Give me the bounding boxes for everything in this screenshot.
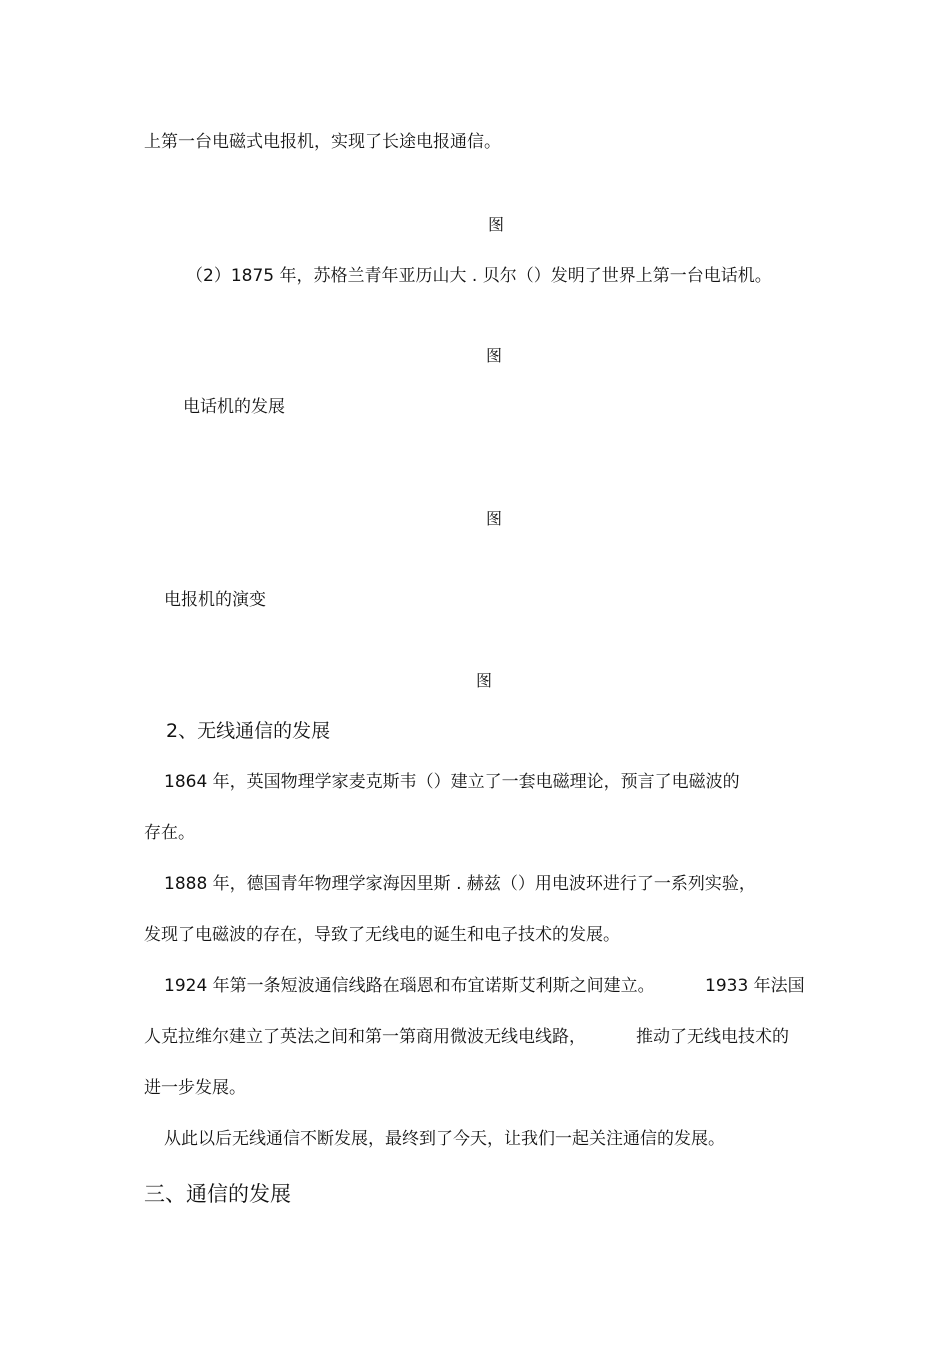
paragraph-line: 上第一台电磁式电报机，实现了长途电报通信。 xyxy=(144,132,501,152)
paragraph-line: 1888 年，德国青年物理学家海因里斯 . 赫兹（）用电波环进行了一系列实验， xyxy=(164,874,756,894)
section-subheading: 2、无线通信的发展 xyxy=(166,720,331,742)
paragraph-line: 进一步发展。 xyxy=(144,1078,246,1098)
paragraph-line: 1924 年第一条短波通信线路在瑙恩和布宜诺斯艾利斯之间建立。 xyxy=(164,976,655,996)
paragraph-line: 1933 年法国 xyxy=(705,976,805,996)
figure-caption: 图 xyxy=(488,215,505,234)
paragraph-line: 推动了无线电技术的 xyxy=(636,1027,789,1047)
figure-caption: 图 xyxy=(486,346,503,365)
paragraph-line: 发现了电磁波的存在，导致了无线电的诞生和电子技术的发展。 xyxy=(144,925,620,945)
figure-caption: 图 xyxy=(486,509,503,528)
figure-title: 电报机的演变 xyxy=(164,590,266,610)
figure-caption: 图 xyxy=(476,671,493,690)
section-heading: 三、通信的发展 xyxy=(144,1182,291,1206)
figure-title: 电话机的发展 xyxy=(183,397,285,417)
paragraph-line: 存在。 xyxy=(144,823,195,843)
paragraph-line: 人克拉维尔建立了英法之间和第一第商用微波无线电线路， xyxy=(144,1027,586,1047)
paragraph-line: 1864 年，英国物理学家麦克斯韦（）建立了一套电磁理论，预言了电磁波的 xyxy=(164,772,740,792)
paragraph-line: 从此以后无线通信不断发展，最终到了今天，让我们一起关注通信的发展。 xyxy=(164,1129,725,1149)
paragraph-line: （2）1875 年，苏格兰青年亚历山大 . 贝尔（）发明了世界上第一台电话机。 xyxy=(186,266,772,286)
